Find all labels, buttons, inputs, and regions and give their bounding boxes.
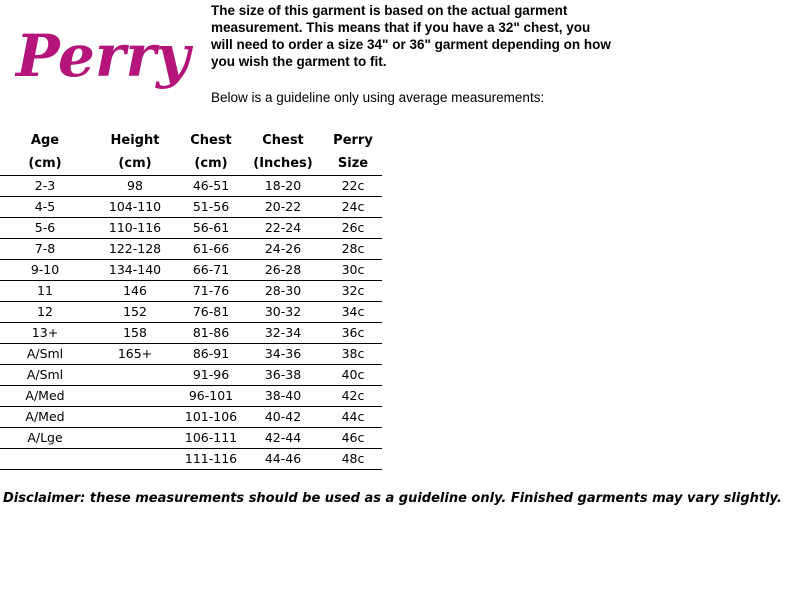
cell-chest-cm: 111-116 — [180, 449, 242, 470]
header-perry-size-unit: Size — [324, 152, 382, 176]
table-row — [0, 197, 382, 218]
table-row — [0, 323, 382, 344]
cell-chest-cm: 76-81 — [180, 302, 242, 323]
cell-chest-inches: 34-36 — [242, 344, 324, 365]
cell-perry-size: 48c — [324, 449, 382, 470]
cell-perry-size: 38c — [324, 344, 382, 365]
cell-chest-inches: 44-46 — [242, 449, 324, 470]
cell-chest-inches: 20-22 — [242, 197, 324, 218]
cell-chest-inches: 42-44 — [242, 428, 324, 449]
cell-height: 146 — [90, 281, 180, 302]
cell-perry-size: 34c — [324, 302, 382, 323]
cell-perry-size: 40c — [324, 365, 382, 386]
cell-age: 9-10 — [0, 260, 90, 281]
cell-perry-size: 32c — [324, 281, 382, 302]
cell-chest-cm: 86-91 — [180, 344, 242, 365]
cell-height: 152 — [90, 302, 180, 323]
cell-perry-size: 36c — [324, 323, 382, 344]
cell-height: 134-140 — [90, 260, 180, 281]
cell-height: 122-128 — [90, 239, 180, 260]
disclaimer-text: Disclaimer: these measurements should be used as a guideline only. Finished garments may vary slightly. — [3, 491, 782, 506]
header-age-unit: (cm) — [0, 152, 90, 176]
cell-chest-cm: 101-106 — [180, 407, 242, 428]
cell-chest-cm: 51-56 — [180, 197, 242, 218]
perry-logo — [14, 14, 190, 98]
cell-age: A/Sml — [0, 344, 90, 365]
cell-age: 4-5 — [0, 197, 90, 218]
cell-chest-inches: 40-42 — [242, 407, 324, 428]
size-chart-body — [0, 176, 382, 470]
cell-height: 158 — [90, 323, 180, 344]
cell-chest-cm: 106-111 — [180, 428, 242, 449]
table-row — [0, 302, 382, 323]
cell-perry-size: 26c — [324, 218, 382, 239]
header-chest-inches: Chest — [262, 133, 304, 148]
table-row — [0, 407, 382, 428]
size-chart-table — [0, 129, 382, 470]
cell-height: 98 — [90, 176, 180, 197]
cell-perry-size: 42c — [324, 386, 382, 407]
header-chest-cm-unit: (cm) — [180, 152, 242, 176]
cell-age — [0, 449, 90, 470]
cell-age: 5-6 — [0, 218, 90, 239]
table-header-row-top — [0, 129, 382, 152]
cell-height — [90, 428, 180, 449]
table-row — [0, 386, 382, 407]
table-row — [0, 344, 382, 365]
cell-chest-inches: 38-40 — [242, 386, 324, 407]
cell-chest-inches: 36-38 — [242, 365, 324, 386]
cell-chest-cm: 56-61 — [180, 218, 242, 239]
cell-age: 7-8 — [0, 239, 90, 260]
cell-age: A/Med — [0, 407, 90, 428]
table-row — [0, 260, 382, 281]
cell-height: 165+ — [90, 344, 180, 365]
header-height: Height — [110, 133, 160, 148]
perry-logo-mark — [14, 14, 190, 98]
header-chest-cm: Chest — [190, 133, 232, 148]
cell-chest-inches: 28-30 — [242, 281, 324, 302]
cell-perry-size: 46c — [324, 428, 382, 449]
cell-chest-cm: 96-101 — [180, 386, 242, 407]
cell-chest-cm: 66-71 — [180, 260, 242, 281]
cell-height — [90, 407, 180, 428]
cell-age: A/Lge — [0, 428, 90, 449]
cell-chest-cm: 71-76 — [180, 281, 242, 302]
cell-age: 11 — [0, 281, 90, 302]
table-row — [0, 428, 382, 449]
cell-perry-size: 22c — [324, 176, 382, 197]
cell-age: A/Med — [0, 386, 90, 407]
cell-height — [90, 449, 180, 470]
cell-perry-size: 44c — [324, 407, 382, 428]
cell-chest-cm: 61-66 — [180, 239, 242, 260]
cell-perry-size: 24c — [324, 197, 382, 218]
cell-age: 12 — [0, 302, 90, 323]
cell-perry-size: 28c — [324, 239, 382, 260]
cell-chest-inches: 24-26 — [242, 239, 324, 260]
size-intro-text: The size of this garment is based on the actual garment measurement. This means that if you have a 32" chest, you will need to order a size 34" or 36" garment depending on how you wish the garment to fit. — [211, 3, 611, 69]
cell-height: 104-110 — [90, 197, 180, 218]
table-row — [0, 218, 382, 239]
cell-height — [90, 365, 180, 386]
cell-age: 2-3 — [0, 176, 90, 197]
cell-chest-cm: 81-86 — [180, 323, 242, 344]
guideline-text: Below is a guideline only using average measurements: — [211, 90, 545, 105]
cell-perry-size: 30c — [324, 260, 382, 281]
table-row — [0, 365, 382, 386]
header-age: Age — [30, 133, 60, 148]
cell-chest-cm: 46-51 — [180, 176, 242, 197]
table-header-row-bottom — [0, 152, 382, 176]
cell-chest-inches: 18-20 — [242, 176, 324, 197]
cell-age: A/Sml — [0, 365, 90, 386]
cell-chest-inches: 22-24 — [242, 218, 324, 239]
table-row — [0, 281, 382, 302]
cell-age: 13+ — [0, 323, 90, 344]
perry-logo-text: Perry — [16, 22, 190, 90]
table-row — [0, 239, 382, 260]
header-chest-inches-unit: (Inches) — [242, 152, 324, 176]
cell-chest-inches: 30-32 — [242, 302, 324, 323]
cell-height — [90, 386, 180, 407]
header-height-unit: (cm) — [90, 152, 180, 176]
cell-height: 110-116 — [90, 218, 180, 239]
cell-chest-inches: 26-28 — [242, 260, 324, 281]
header-perry-size: Perry — [333, 133, 373, 148]
cell-chest-inches: 32-34 — [242, 323, 324, 344]
table-row — [0, 449, 382, 470]
cell-chest-cm: 91-96 — [180, 365, 242, 386]
table-row — [0, 176, 382, 197]
